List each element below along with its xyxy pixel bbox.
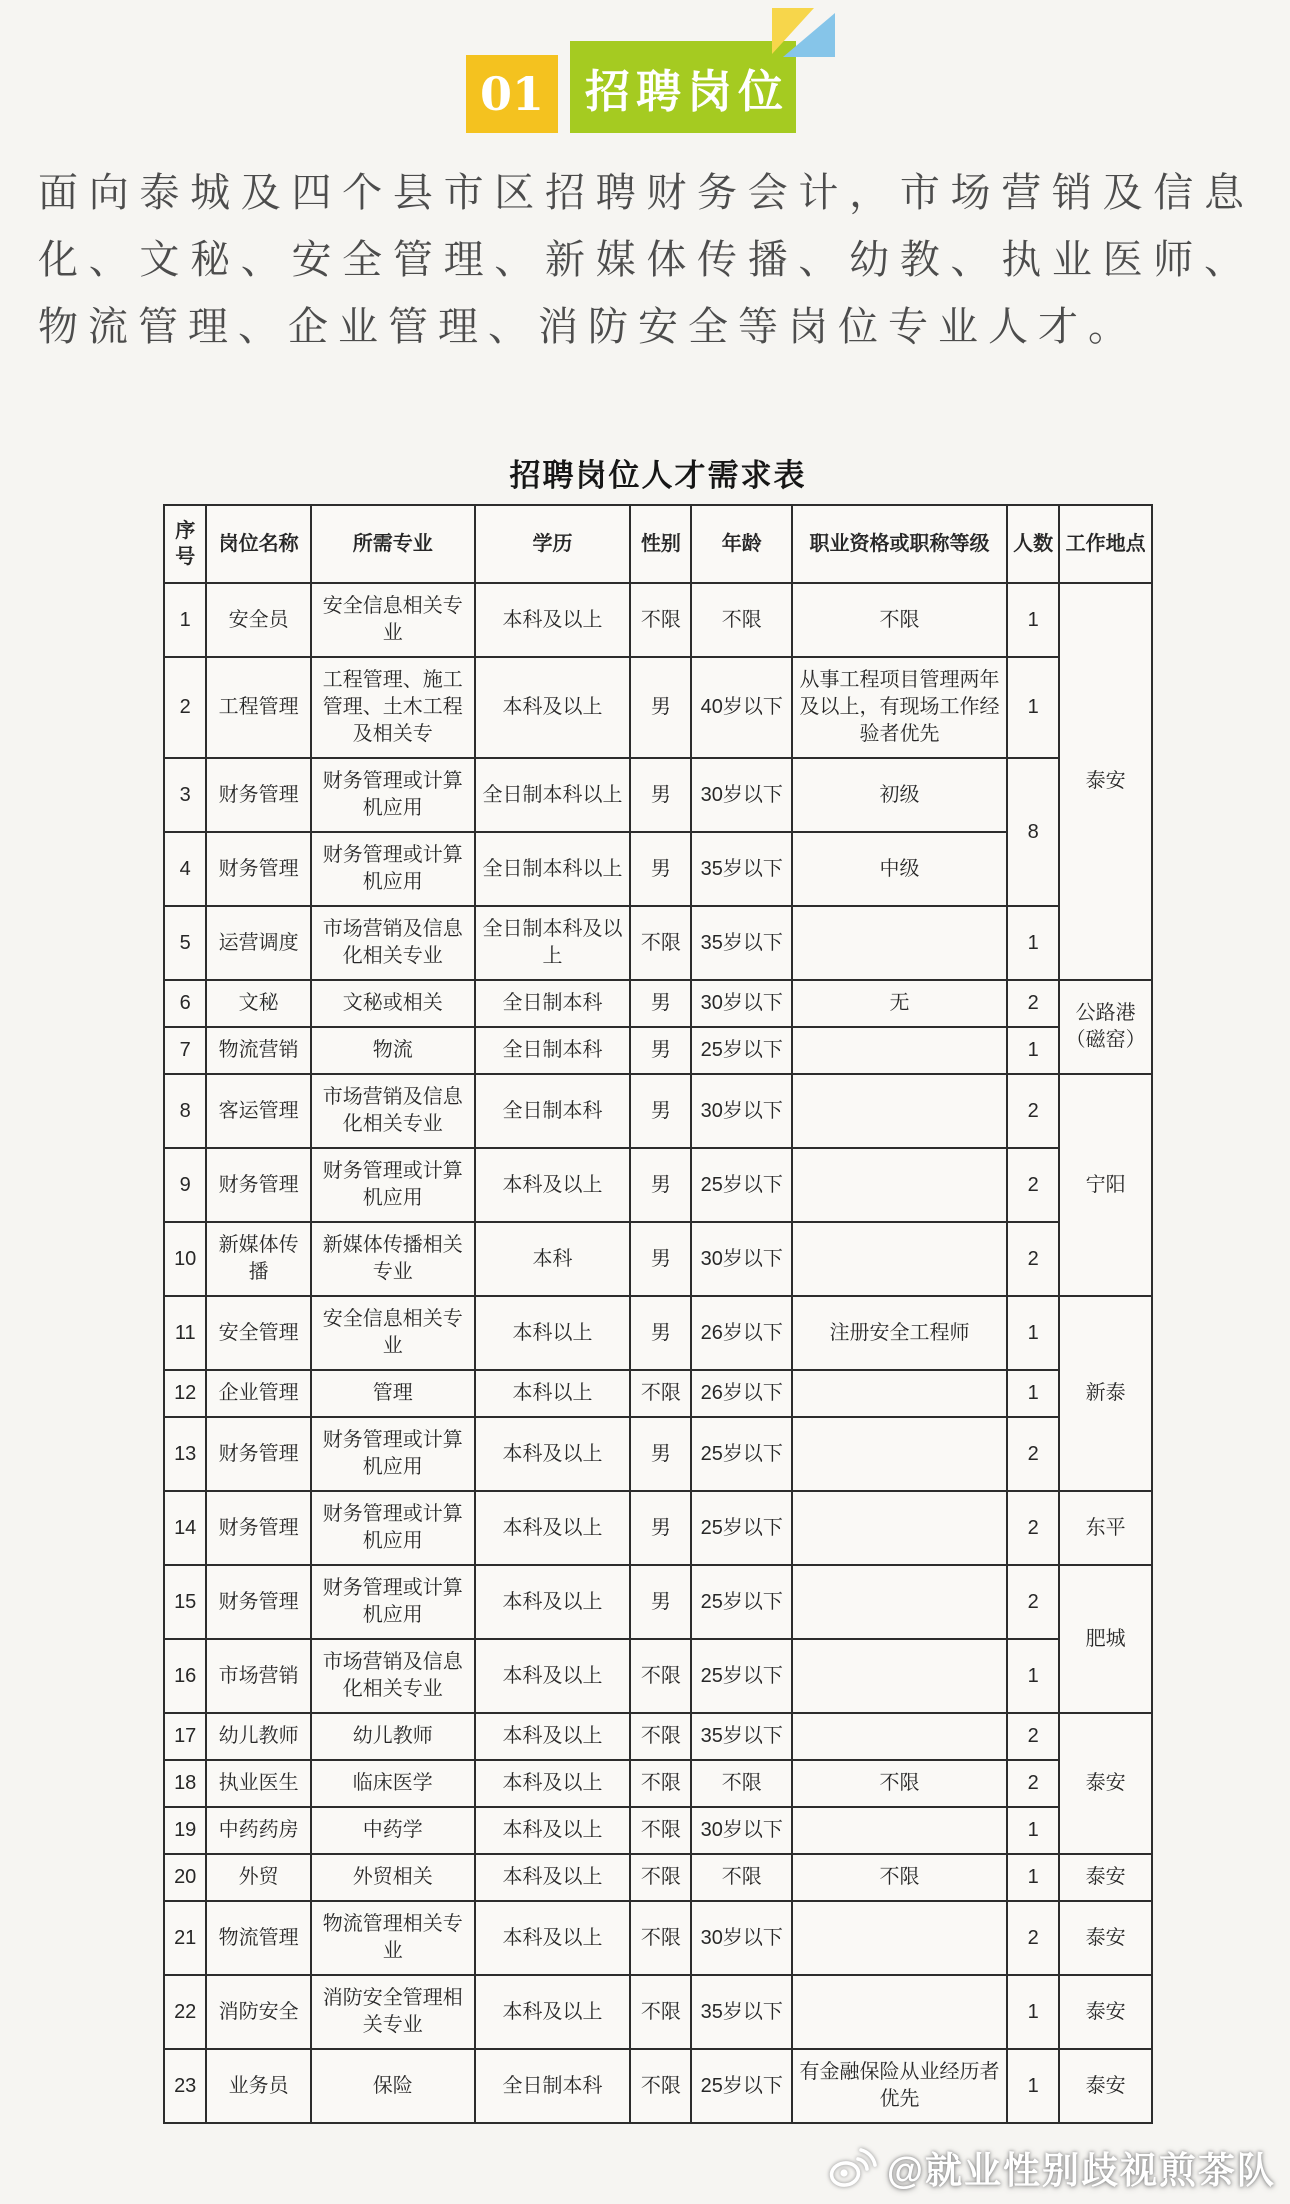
count-cell: 2 xyxy=(1007,1565,1059,1639)
row-number-cell: 10 xyxy=(164,1222,206,1296)
count-cell: 2 xyxy=(1007,1713,1059,1760)
gender-cell: 男 xyxy=(630,980,691,1027)
location-cell: 东平 xyxy=(1059,1491,1152,1565)
position-cell: 财务管理 xyxy=(206,1491,311,1565)
degree-cell: 本科及以上 xyxy=(475,1901,631,1975)
count-cell: 2 xyxy=(1007,1074,1059,1148)
age-cell: 25岁以下 xyxy=(691,1491,792,1565)
qualification-cell: 不限 xyxy=(792,1854,1007,1901)
major-cell: 财务管理或计算机应用 xyxy=(311,758,475,832)
gender-cell: 不限 xyxy=(630,2049,691,2123)
column-header: 学历 xyxy=(475,505,631,583)
degree-cell: 本科及以上 xyxy=(475,1565,631,1639)
qualification-cell xyxy=(792,1975,1007,2049)
qualification-cell: 中级 xyxy=(792,832,1007,906)
qualification-cell xyxy=(792,1807,1007,1854)
count-cell: 1 xyxy=(1007,2049,1059,2123)
age-cell: 25岁以下 xyxy=(691,2049,792,2123)
degree-cell: 全日制本科以上 xyxy=(475,832,631,906)
degree-cell: 本科及以上 xyxy=(475,657,631,758)
age-cell: 26岁以下 xyxy=(691,1296,792,1370)
row-number-cell: 12 xyxy=(164,1370,206,1417)
degree-cell: 本科及以上 xyxy=(475,1713,631,1760)
row-number-cell: 9 xyxy=(164,1148,206,1222)
table-row xyxy=(164,1854,1152,1901)
row-number-cell: 3 xyxy=(164,758,206,832)
gender-cell: 男 xyxy=(630,1296,691,1370)
row-number-cell: 8 xyxy=(164,1074,206,1148)
major-cell: 市场营销及信息化相关专业 xyxy=(311,1074,475,1148)
position-cell: 安全管理 xyxy=(206,1296,311,1370)
row-number-cell: 22 xyxy=(164,1975,206,2049)
position-cell: 客运管理 xyxy=(206,1074,311,1148)
row-number-cell: 16 xyxy=(164,1639,206,1713)
row-number-cell: 2 xyxy=(164,657,206,758)
location-cell: 宁阳 xyxy=(1059,1074,1152,1296)
qualification-cell xyxy=(792,1148,1007,1222)
count-cell: 2 xyxy=(1007,1491,1059,1565)
position-cell: 财务管理 xyxy=(206,1417,311,1491)
position-cell: 业务员 xyxy=(206,2049,311,2123)
row-number-cell: 7 xyxy=(164,1027,206,1074)
major-cell: 安全信息相关专业 xyxy=(311,1296,475,1370)
age-cell: 25岁以下 xyxy=(691,1639,792,1713)
age-cell: 30岁以下 xyxy=(691,758,792,832)
gender-cell: 不限 xyxy=(630,906,691,980)
position-cell: 执业医生 xyxy=(206,1760,311,1807)
age-cell: 25岁以下 xyxy=(691,1148,792,1222)
major-cell: 市场营销及信息化相关专业 xyxy=(311,906,475,980)
location-cell: 泰安 xyxy=(1059,1713,1152,1854)
column-header: 人数 xyxy=(1007,505,1059,583)
gender-cell: 不限 xyxy=(630,1639,691,1713)
gender-cell: 男 xyxy=(630,832,691,906)
gender-cell: 男 xyxy=(630,758,691,832)
qualification-cell: 不限 xyxy=(792,583,1007,657)
table-row xyxy=(164,1370,1152,1417)
table-row xyxy=(164,1074,1152,1148)
degree-cell: 本科以上 xyxy=(475,1296,631,1370)
location-cell: 泰安 xyxy=(1059,1854,1152,1901)
column-header: 年龄 xyxy=(691,505,792,583)
count-cell: 1 xyxy=(1007,1975,1059,2049)
gender-cell: 男 xyxy=(630,1491,691,1565)
row-number-cell: 6 xyxy=(164,980,206,1027)
qualification-cell xyxy=(792,1901,1007,1975)
major-cell: 中药学 xyxy=(311,1807,475,1854)
degree-cell: 本科及以上 xyxy=(475,1417,631,1491)
watermark-text: @就业性别歧视煎茶队 xyxy=(886,2150,1276,2191)
qualification-cell xyxy=(792,1565,1007,1639)
major-cell: 财务管理或计算机应用 xyxy=(311,1148,475,1222)
location-cell: 泰安 xyxy=(1059,1975,1152,2049)
column-header: 职业资格或职称等级 xyxy=(792,505,1007,583)
gender-cell: 男 xyxy=(630,1417,691,1491)
major-cell: 物流管理相关专业 xyxy=(311,1901,475,1975)
age-cell: 25岁以下 xyxy=(691,1027,792,1074)
major-cell: 新媒体传播相关专业 xyxy=(311,1222,475,1296)
gender-cell: 男 xyxy=(630,1148,691,1222)
position-cell: 市场营销 xyxy=(206,1639,311,1713)
table-row xyxy=(164,1148,1152,1222)
qualification-cell: 有金融保险从业经历者优先 xyxy=(792,2049,1007,2123)
column-header: 序号 xyxy=(164,505,206,583)
major-cell: 安全信息相关专业 xyxy=(311,583,475,657)
age-cell: 40岁以下 xyxy=(691,657,792,758)
column-header: 性别 xyxy=(630,505,691,583)
gender-cell: 男 xyxy=(630,1027,691,1074)
table-row xyxy=(164,980,1152,1027)
row-number-cell: 5 xyxy=(164,906,206,980)
qualification-cell xyxy=(792,1027,1007,1074)
section-number-badge: 01 xyxy=(466,55,558,133)
qualification-cell: 初级 xyxy=(792,758,1007,832)
count-cell: 1 xyxy=(1007,1296,1059,1370)
qualification-cell xyxy=(792,1417,1007,1491)
count-cell: 2 xyxy=(1007,1760,1059,1807)
location-cell: 泰安 xyxy=(1059,1901,1152,1975)
location-cell: 肥城 xyxy=(1059,1565,1152,1713)
position-cell: 财务管理 xyxy=(206,1565,311,1639)
gender-cell: 不限 xyxy=(630,1807,691,1854)
qualification-cell xyxy=(792,1639,1007,1713)
position-cell: 物流营销 xyxy=(206,1027,311,1074)
intro-paragraph: 面向泰城及四个县市区招聘财务会计，市场营销及信息化、文秘、安全管理、新媒体传播、幼教、执业医师、物流管理、企业管理、消防安全等岗位专业人才。 xyxy=(38,171,1254,349)
major-cell: 幼儿教师 xyxy=(311,1713,475,1760)
table-row xyxy=(164,1760,1152,1807)
row-number-cell: 14 xyxy=(164,1491,206,1565)
count-cell: 2 xyxy=(1007,1148,1059,1222)
table-row xyxy=(164,657,1152,758)
gender-cell: 男 xyxy=(630,1074,691,1148)
watermark xyxy=(829,2140,1276,2194)
gender-cell: 男 xyxy=(630,657,691,758)
count-cell: 1 xyxy=(1007,1370,1059,1417)
qualification-cell xyxy=(792,1074,1007,1148)
degree-cell: 本科及以上 xyxy=(475,1975,631,2049)
count-cell: 1 xyxy=(1007,657,1059,758)
weibo-icon xyxy=(829,2146,877,2188)
table-row xyxy=(164,832,1152,906)
position-cell: 外贸 xyxy=(206,1854,311,1901)
qualification-cell: 注册安全工程师 xyxy=(792,1296,1007,1370)
count-cell: 1 xyxy=(1007,906,1059,980)
count-cell: 1 xyxy=(1007,1854,1059,1901)
age-cell: 25岁以下 xyxy=(691,1417,792,1491)
table-row xyxy=(164,1901,1152,1975)
age-cell: 30岁以下 xyxy=(691,1074,792,1148)
qualification-cell: 从事工程项目管理两年及以上，有现场工作经验者优先 xyxy=(792,657,1007,758)
qualification-cell xyxy=(792,906,1007,980)
position-cell: 幼儿教师 xyxy=(206,1713,311,1760)
degree-cell: 本科及以上 xyxy=(475,1760,631,1807)
qualification-cell xyxy=(792,1222,1007,1296)
gender-cell: 不限 xyxy=(630,583,691,657)
degree-cell: 本科及以上 xyxy=(475,1807,631,1854)
table-title: 招聘岗位人才需求表 xyxy=(509,458,807,494)
qualification-cell xyxy=(792,1713,1007,1760)
position-cell: 中药药房 xyxy=(206,1807,311,1854)
degree-cell: 全日制本科 xyxy=(475,2049,631,2123)
position-cell: 安全员 xyxy=(206,583,311,657)
count-cell: 2 xyxy=(1007,1222,1059,1296)
degree-cell: 全日制本科 xyxy=(475,1074,631,1148)
degree-cell: 全日制本科以上 xyxy=(475,758,631,832)
gender-cell: 不限 xyxy=(630,1975,691,2049)
major-cell: 消防安全管理相关专业 xyxy=(311,1975,475,2049)
age-cell: 26岁以下 xyxy=(691,1370,792,1417)
section-title-badge: 招聘岗位 xyxy=(570,41,796,133)
row-number-cell: 13 xyxy=(164,1417,206,1491)
qualification-cell: 无 xyxy=(792,980,1007,1027)
age-cell: 35岁以下 xyxy=(691,1713,792,1760)
count-cell: 1 xyxy=(1007,1639,1059,1713)
major-cell: 外贸相关 xyxy=(311,1854,475,1901)
column-header: 所需专业 xyxy=(311,505,475,583)
major-cell: 保险 xyxy=(311,2049,475,2123)
count-cell: 8 xyxy=(1007,758,1059,906)
table-row xyxy=(164,1491,1152,1565)
age-cell: 30岁以下 xyxy=(691,980,792,1027)
degree-cell: 本科及以上 xyxy=(475,1854,631,1901)
row-number-cell: 20 xyxy=(164,1854,206,1901)
age-cell: 30岁以下 xyxy=(691,1901,792,1975)
major-cell: 物流 xyxy=(311,1027,475,1074)
table-row xyxy=(164,1639,1152,1713)
position-cell: 企业管理 xyxy=(206,1370,311,1417)
degree-cell: 本科及以上 xyxy=(475,1148,631,1222)
degree-cell: 本科及以上 xyxy=(475,1491,631,1565)
age-cell: 30岁以下 xyxy=(691,1807,792,1854)
age-cell: 不限 xyxy=(691,1760,792,1807)
column-header: 工作地点 xyxy=(1059,505,1152,583)
location-cell: 新泰 xyxy=(1059,1296,1152,1491)
row-number-cell: 19 xyxy=(164,1807,206,1854)
table-row xyxy=(164,758,1152,832)
gender-cell: 不限 xyxy=(630,1854,691,1901)
table-row xyxy=(164,906,1152,980)
major-cell: 市场营销及信息化相关专业 xyxy=(311,1639,475,1713)
degree-cell: 本科以上 xyxy=(475,1370,631,1417)
table-row xyxy=(164,583,1152,657)
row-number-cell: 17 xyxy=(164,1713,206,1760)
position-cell: 财务管理 xyxy=(206,1148,311,1222)
header-row xyxy=(164,505,1152,583)
table-row xyxy=(164,1565,1152,1639)
qualification-cell: 不限 xyxy=(792,1760,1007,1807)
row-number-cell: 4 xyxy=(164,832,206,906)
count-cell: 1 xyxy=(1007,1027,1059,1074)
gender-cell: 不限 xyxy=(630,1713,691,1760)
gender-cell: 不限 xyxy=(630,1901,691,1975)
major-cell: 财务管理或计算机应用 xyxy=(311,832,475,906)
major-cell: 工程管理、施工管理、土木工程及相关专 xyxy=(311,657,475,758)
row-number-cell: 11 xyxy=(164,1296,206,1370)
table-row xyxy=(164,1027,1152,1074)
major-cell: 财务管理或计算机应用 xyxy=(311,1491,475,1565)
qualification-cell xyxy=(792,1370,1007,1417)
row-number-cell: 21 xyxy=(164,1901,206,1975)
age-cell: 25岁以下 xyxy=(691,1565,792,1639)
count-cell: 2 xyxy=(1007,1417,1059,1491)
position-cell: 文秘 xyxy=(206,980,311,1027)
age-cell: 不限 xyxy=(691,1854,792,1901)
location-cell: 泰安 xyxy=(1059,2049,1152,2123)
position-cell: 消防安全 xyxy=(206,1975,311,2049)
column-header: 岗位名称 xyxy=(206,505,311,583)
position-cell: 工程管理 xyxy=(206,657,311,758)
position-cell: 财务管理 xyxy=(206,832,311,906)
degree-cell: 全日制本科 xyxy=(475,980,631,1027)
position-cell: 新媒体传播 xyxy=(206,1222,311,1296)
degree-cell: 本科 xyxy=(475,1222,631,1296)
major-cell: 财务管理或计算机应用 xyxy=(311,1565,475,1639)
table-body xyxy=(164,583,1152,2123)
location-cell: 公路港 （磁窑） xyxy=(1059,980,1152,1074)
gender-cell: 不限 xyxy=(630,1760,691,1807)
row-number-cell: 18 xyxy=(164,1760,206,1807)
major-cell: 临床医学 xyxy=(311,1760,475,1807)
row-number-cell: 23 xyxy=(164,2049,206,2123)
age-cell: 35岁以下 xyxy=(691,1975,792,2049)
table-row xyxy=(164,1222,1152,1296)
row-number-cell: 15 xyxy=(164,1565,206,1639)
age-cell: 35岁以下 xyxy=(691,832,792,906)
major-cell: 财务管理或计算机应用 xyxy=(311,1417,475,1491)
degree-cell: 全日制本科及以上 xyxy=(475,906,631,980)
gender-cell: 不限 xyxy=(630,1370,691,1417)
table-head xyxy=(164,505,1152,583)
table-row xyxy=(164,2049,1152,2123)
count-cell: 2 xyxy=(1007,980,1059,1027)
degree-cell: 本科及以上 xyxy=(475,1639,631,1713)
count-cell: 1 xyxy=(1007,1807,1059,1854)
table-row xyxy=(164,1417,1152,1491)
position-cell: 运营调度 xyxy=(206,906,311,980)
age-cell: 30岁以下 xyxy=(691,1222,792,1296)
gender-cell: 男 xyxy=(630,1222,691,1296)
recruitment-table xyxy=(163,504,1153,2124)
table-row xyxy=(164,1296,1152,1370)
table-row xyxy=(164,1807,1152,1854)
count-cell: 2 xyxy=(1007,1901,1059,1975)
gender-cell: 男 xyxy=(630,1565,691,1639)
position-cell: 物流管理 xyxy=(206,1901,311,1975)
major-cell: 文秘或相关 xyxy=(311,980,475,1027)
table-row xyxy=(164,1713,1152,1760)
degree-cell: 全日制本科 xyxy=(475,1027,631,1074)
major-cell: 管理 xyxy=(311,1370,475,1417)
row-number-cell: 1 xyxy=(164,583,206,657)
age-cell: 35岁以下 xyxy=(691,906,792,980)
table-row xyxy=(164,1975,1152,2049)
degree-cell: 本科及以上 xyxy=(475,583,631,657)
age-cell: 不限 xyxy=(691,583,792,657)
qualification-cell xyxy=(792,1491,1007,1565)
location-cell: 泰安 xyxy=(1059,583,1152,980)
position-cell: 财务管理 xyxy=(206,758,311,832)
count-cell: 1 xyxy=(1007,583,1059,657)
